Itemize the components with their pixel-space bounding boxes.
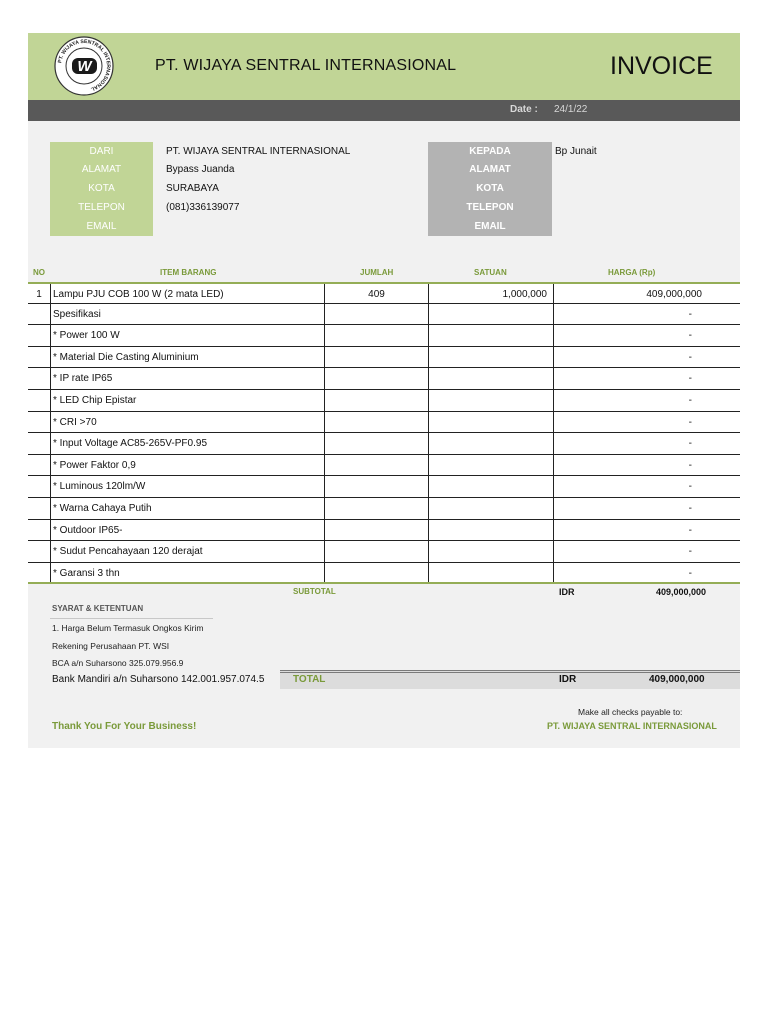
total-label: TOTAL: [293, 674, 326, 685]
table-row: [28, 347, 740, 369]
item-name: * Garansi 3 thn: [50, 563, 324, 583]
item-unit-price: [428, 520, 553, 541]
item-price: -: [553, 412, 740, 433]
item-price: -: [553, 325, 740, 346]
table-row: [28, 325, 740, 347]
item-price: -: [553, 433, 740, 454]
item-name: * Power 100 W: [50, 325, 324, 346]
invoice-header: [28, 33, 740, 100]
item-price: -: [553, 563, 740, 583]
total-currency: IDR: [559, 674, 577, 685]
item-unit-price: [428, 433, 553, 454]
date-label: Date :: [510, 104, 538, 115]
logo-mark: W: [77, 58, 92, 75]
table-row: [28, 455, 740, 477]
payable-company: PT. WIJAYA SENTRAL INTERNASIONAL: [547, 721, 717, 731]
item-qty: [324, 304, 428, 325]
date-bar: [28, 100, 740, 121]
from-labels: [50, 142, 153, 236]
item-qty: [324, 498, 428, 519]
table-row: [28, 368, 740, 390]
item-unit-price: [428, 368, 553, 389]
table-row: [28, 304, 740, 326]
item-price: -: [553, 347, 740, 368]
item-price: -: [553, 455, 740, 476]
item-qty: [324, 433, 428, 454]
company-name: PT. WIJAYA SENTRAL INTERNASIONAL: [155, 57, 457, 74]
from-label: KOTA: [88, 183, 115, 194]
item-no: [28, 390, 50, 411]
item-name: * Power Faktor 0,9: [50, 455, 324, 476]
table-row: [28, 498, 740, 520]
column-header-unit: SATUAN: [474, 268, 507, 277]
table-row: [28, 390, 740, 412]
item-no: [28, 412, 50, 433]
bank-mandiri-account: Bank Mandiri a/n Suharsono 142.001.957.074.5: [52, 674, 265, 685]
item-qty: 409: [324, 284, 428, 303]
column-header-qty: JUMLAH: [360, 268, 394, 277]
payable-note: Make all checks payable to:: [578, 707, 683, 717]
item-no: [28, 476, 50, 497]
item-qty: [324, 412, 428, 433]
subtotal-label: SUBTOTAL: [293, 587, 336, 596]
thank-you-note: Thank You For Your Business!: [52, 721, 197, 732]
item-no: [28, 368, 50, 389]
item-unit-price: 1,000,000: [428, 284, 553, 303]
item-unit-price: [428, 390, 553, 411]
subtotal-amount: 409,000,000: [656, 587, 707, 597]
item-qty: [324, 520, 428, 541]
from-label: DARI: [89, 146, 114, 157]
column-header-item: ITEM BARANG: [160, 268, 217, 277]
item-unit-price: [428, 325, 553, 346]
column-header-no: NO: [33, 268, 45, 277]
terms-divider: [50, 618, 213, 619]
item-price: -: [553, 304, 740, 325]
item-qty: [324, 368, 428, 389]
to-label: TELEPON: [466, 202, 514, 213]
item-price: -: [553, 368, 740, 389]
item-no: [28, 347, 50, 368]
item-no: 1: [36, 289, 42, 300]
item-name: * Material Die Casting Aluminium: [50, 347, 324, 368]
item-name: * LED Chip Epistar: [50, 390, 324, 411]
item-qty: [324, 455, 428, 476]
item-price: -: [553, 541, 740, 562]
terms-line: BCA a/n Suharsono 325.079.956.9: [52, 658, 184, 668]
logo-ring-text: PT. WIJAYA SENTRAL INTERNASIONAL: [57, 38, 112, 92]
to-label: ALAMAT: [469, 164, 511, 175]
to-label: KEPADA: [469, 146, 511, 157]
document-title: INVOICE: [610, 52, 713, 80]
from-label: EMAIL: [86, 221, 117, 232]
item-price: -: [553, 520, 740, 541]
item-unit-price: [428, 304, 553, 325]
item-unit-price: [428, 476, 553, 497]
item-no: [28, 325, 50, 346]
item-name: Spesifikasi: [50, 304, 324, 325]
item-no: [28, 541, 50, 562]
table-row: [28, 476, 740, 498]
item-no: [28, 455, 50, 476]
item-unit-price: [428, 563, 553, 583]
item-price: 409,000,000: [553, 284, 740, 303]
item-qty: [324, 347, 428, 368]
terms-line: Rekening Perusahaan PT. WSI: [52, 641, 170, 651]
item-qty: [324, 541, 428, 562]
item-unit-price: [428, 455, 553, 476]
table-row: [28, 541, 740, 563]
items-table: [28, 282, 740, 584]
item-unit-price: [428, 541, 553, 562]
from-city: SURABAYA: [166, 183, 219, 194]
item-name: * Warna Cahaya Putih: [50, 498, 324, 519]
to-label: EMAIL: [474, 221, 506, 232]
date-value: 24/1/22: [554, 104, 588, 115]
item-name: * IP rate IP65: [50, 368, 324, 389]
item-unit-price: [428, 498, 553, 519]
from-label: TELEPON: [78, 202, 125, 213]
item-no: [28, 520, 50, 541]
item-qty: [324, 476, 428, 497]
item-name: * Outdoor IP65-: [50, 520, 324, 541]
item-qty: [324, 325, 428, 346]
company-logo: [52, 36, 116, 96]
subtotal-currency: IDR: [559, 587, 575, 597]
from-label: ALAMAT: [81, 164, 122, 175]
item-unit-price: [428, 412, 553, 433]
item-name: * Sudut Pencahayaan 120 derajat: [50, 541, 324, 562]
item-qty: [324, 390, 428, 411]
table-row: [28, 282, 740, 304]
item-no: [28, 563, 50, 583]
item-name: Lampu PJU COB 100 W (2 mata LED): [50, 284, 324, 303]
to-labels: [428, 142, 552, 236]
table-row: [28, 433, 740, 455]
item-name: * CRI >70: [50, 412, 324, 433]
table-row: [28, 412, 740, 434]
from-name: PT. WIJAYA SENTRAL INTERNASIONAL: [166, 146, 351, 157]
to-label: KOTA: [476, 183, 504, 194]
item-qty: [324, 563, 428, 583]
item-name: * Input Voltage AC85-265V-PF0.95: [50, 433, 324, 454]
terms-line: 1. Harga Belum Termasuk Ongkos Kirim: [52, 623, 204, 633]
item-unit-price: [428, 347, 553, 368]
table-row: [28, 520, 740, 542]
from-address: Bypass Juanda: [166, 164, 235, 175]
item-price: -: [553, 498, 740, 519]
item-name: * Luminous 120lm/W: [50, 476, 324, 497]
item-no: [28, 433, 50, 454]
to-name: Bp Junait: [555, 146, 597, 157]
terms-title: SYARAT & KETENTUAN: [52, 604, 144, 613]
total-amount: 409,000,000: [649, 674, 705, 685]
item-price: -: [553, 390, 740, 411]
item-no: [28, 498, 50, 519]
item-no: [28, 304, 50, 325]
from-phone: (081)336139077: [166, 202, 240, 213]
item-price: -: [553, 476, 740, 497]
table-row: [28, 563, 740, 585]
column-header-price: HARGA (Rp): [608, 268, 656, 277]
